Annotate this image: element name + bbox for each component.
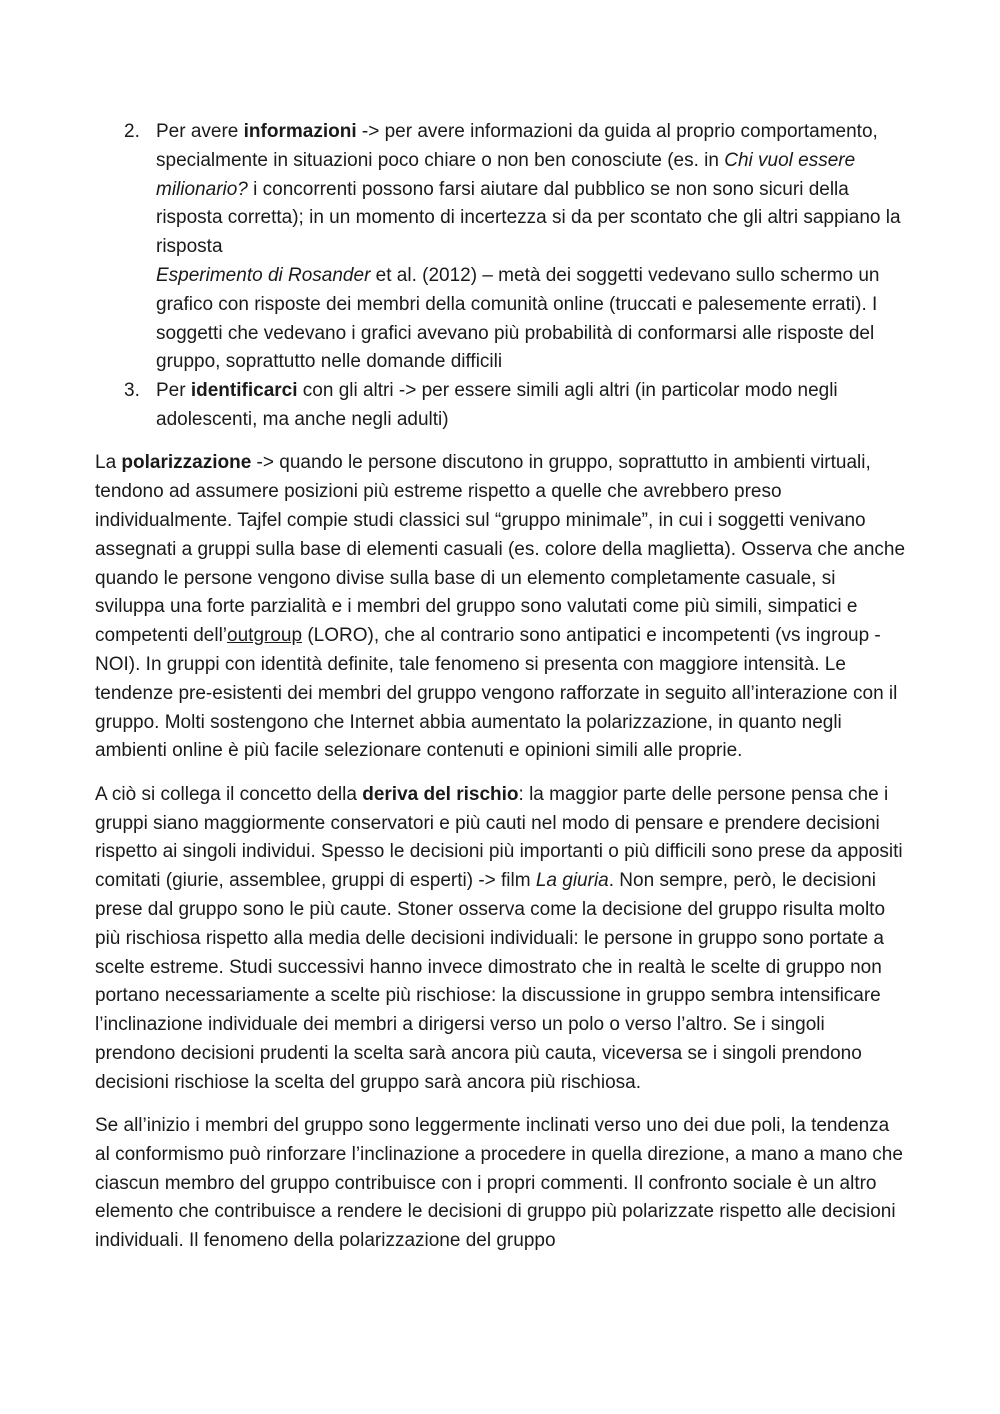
paragraph-deriva-del-rischio: [95, 781, 907, 1098]
bold-term-informazioni: informazioni: [243, 121, 357, 142]
text-run: . Non sempre, però, le decisioni prese dal gruppo sono le più caute. Stoner osserva come la decisione del gruppo risulta molto più rischiosa rispetto alla media delle decisioni individuali: le persone in gruppo sono portate a scelte estreme. Studi successivi hanno invece dimostrato che in realtà le scelte di gruppo non portano necessariamente a scelte più rischiose: la discussione in gruppo sembra intensificare l’inclinazione individuale dei membri a dirigersi verso un polo o verso l’altro. Se i singoli prendono decisioni prudenti la scelta sarà ancora più cauta, viceversa se i singoli prendono decisioni rischiose la scelta del gruppo sarà ancora più rischiosa.: [95, 870, 886, 1093]
bold-term-identificarci: identificarci: [190, 380, 298, 402]
list-item-text: [156, 377, 907, 435]
paragraph-conformismo: Se all’inizio i membri del gruppo sono leggermente inclinati verso uno dei due poli, la tendenza al conformismo può rinforzare l’inclinazione a procedere in quella direzione, a mano a mano che ciascun membro del gruppo contribuisce con i propri commenti. Il confronto sociale è un altro elemento che contribuisce a rendere le decisioni di gruppo più polarizzate rispetto alle decisioni individuali. Il fenomeno della polarizzazione del gruppo: [95, 1115, 903, 1252]
bold-term-deriva-del-rischio: deriva del rischio: [362, 783, 519, 805]
text-run: Per: [156, 380, 191, 402]
italic-experiment-name: Esperimento di Rosander: [156, 264, 371, 286]
italic-title-la-giuria: La giuria: [535, 870, 609, 892]
paragraph-polarizzazione: [95, 449, 907, 766]
list-item-identificarci: [95, 377, 907, 435]
list-item-text: [156, 118, 907, 262]
text-run: Per avere: [156, 121, 244, 142]
text-run: -> per avere informazioni da guida al proprio comportamento, specialmente in situazioni poco chiare o non ben conosciute (es. in: [156, 121, 878, 171]
underlined-term-outgroup: outgroup: [227, 625, 303, 647]
document-page: [95, 118, 907, 1256]
text-run: et al. (2012) – metà dei soggetti vedevano sullo schermo un grafico con risposte dei membri della comunità online (truccati e palesemente errati). I soggetti che vedevano i grafici avevano più probabilità di conformarsi alle risposte del gruppo, soprattutto nelle domande difficili: [156, 264, 880, 373]
text-run: A ciò si collega il concetto della: [95, 783, 363, 805]
text-run: -> quando le persone discutono in gruppo, soprattutto in ambienti virtuali, tendono ad assumere posizioni più estreme rispetto a quelle che avrebbero preso individualmente. Tajfel compie studi classici sul “gruppo minimale”, in cui i soggetti venivano assegnati a gruppi sulla base di elementi casuali (es. colore della maglietta). Osserva che anche quando le persone vengono divise sulla base di un elemento completamente casuale, si sviluppa una forte parzialità e i membri del gruppo sono valutati come più simili, simpatici e competenti dell’: [95, 452, 906, 647]
text-run: : la maggior parte delle persone pensa che i gruppi siano maggiormente conservatori e più cauti nel modo di pensare e prendere decisioni rispetto ai singoli individui. Spesso le decisioni più importanti o più difficili sono prese da appositi comitati (giurie, assemblee, gruppi di esperti) -> film: [95, 783, 903, 892]
numbered-list: [95, 118, 907, 435]
text-run: con gli altri -> per essere simili agli altri (in particolar modo negli adolescenti, ma anche negli adulti): [156, 380, 838, 430]
paragraph-spacer: [95, 435, 907, 450]
list-item-experiment-text: [156, 262, 907, 377]
text-run: i concorrenti possono farsi aiutare dal pubblico se non sono sicuri della risposta corretta); in un momento di incertezza si da per scontato che gli altri sappiano la risposta: [156, 178, 901, 258]
text-run: (LORO), che al contrario sono antipatici e incompetenti (vs ingroup - NOI). In gruppi con identità definite, tale fenomeno si presenta con maggiore intensità. Le tendenze pre-esistenti dei membri del gruppo vengono rafforzate in seguito all’interazione con il gruppo. Molti sostengono che Internet abbia aumentato la polarizzazione, in quanto negli ambienti online è più facile selezionare contenuti e opinioni simili alle proprie.: [95, 625, 898, 762]
italic-title-milionario: Chi vuol essere milionario?: [156, 149, 856, 200]
list-item-informazioni: [95, 118, 907, 377]
paragraph-spacer: [95, 1097, 907, 1112]
paragraph-spacer: [95, 766, 907, 781]
bold-term-polarizzazione: polarizzazione: [121, 452, 252, 474]
text-run: La: [95, 452, 122, 474]
list-number: 3.: [124, 380, 140, 402]
list-number: 2.: [124, 121, 140, 142]
